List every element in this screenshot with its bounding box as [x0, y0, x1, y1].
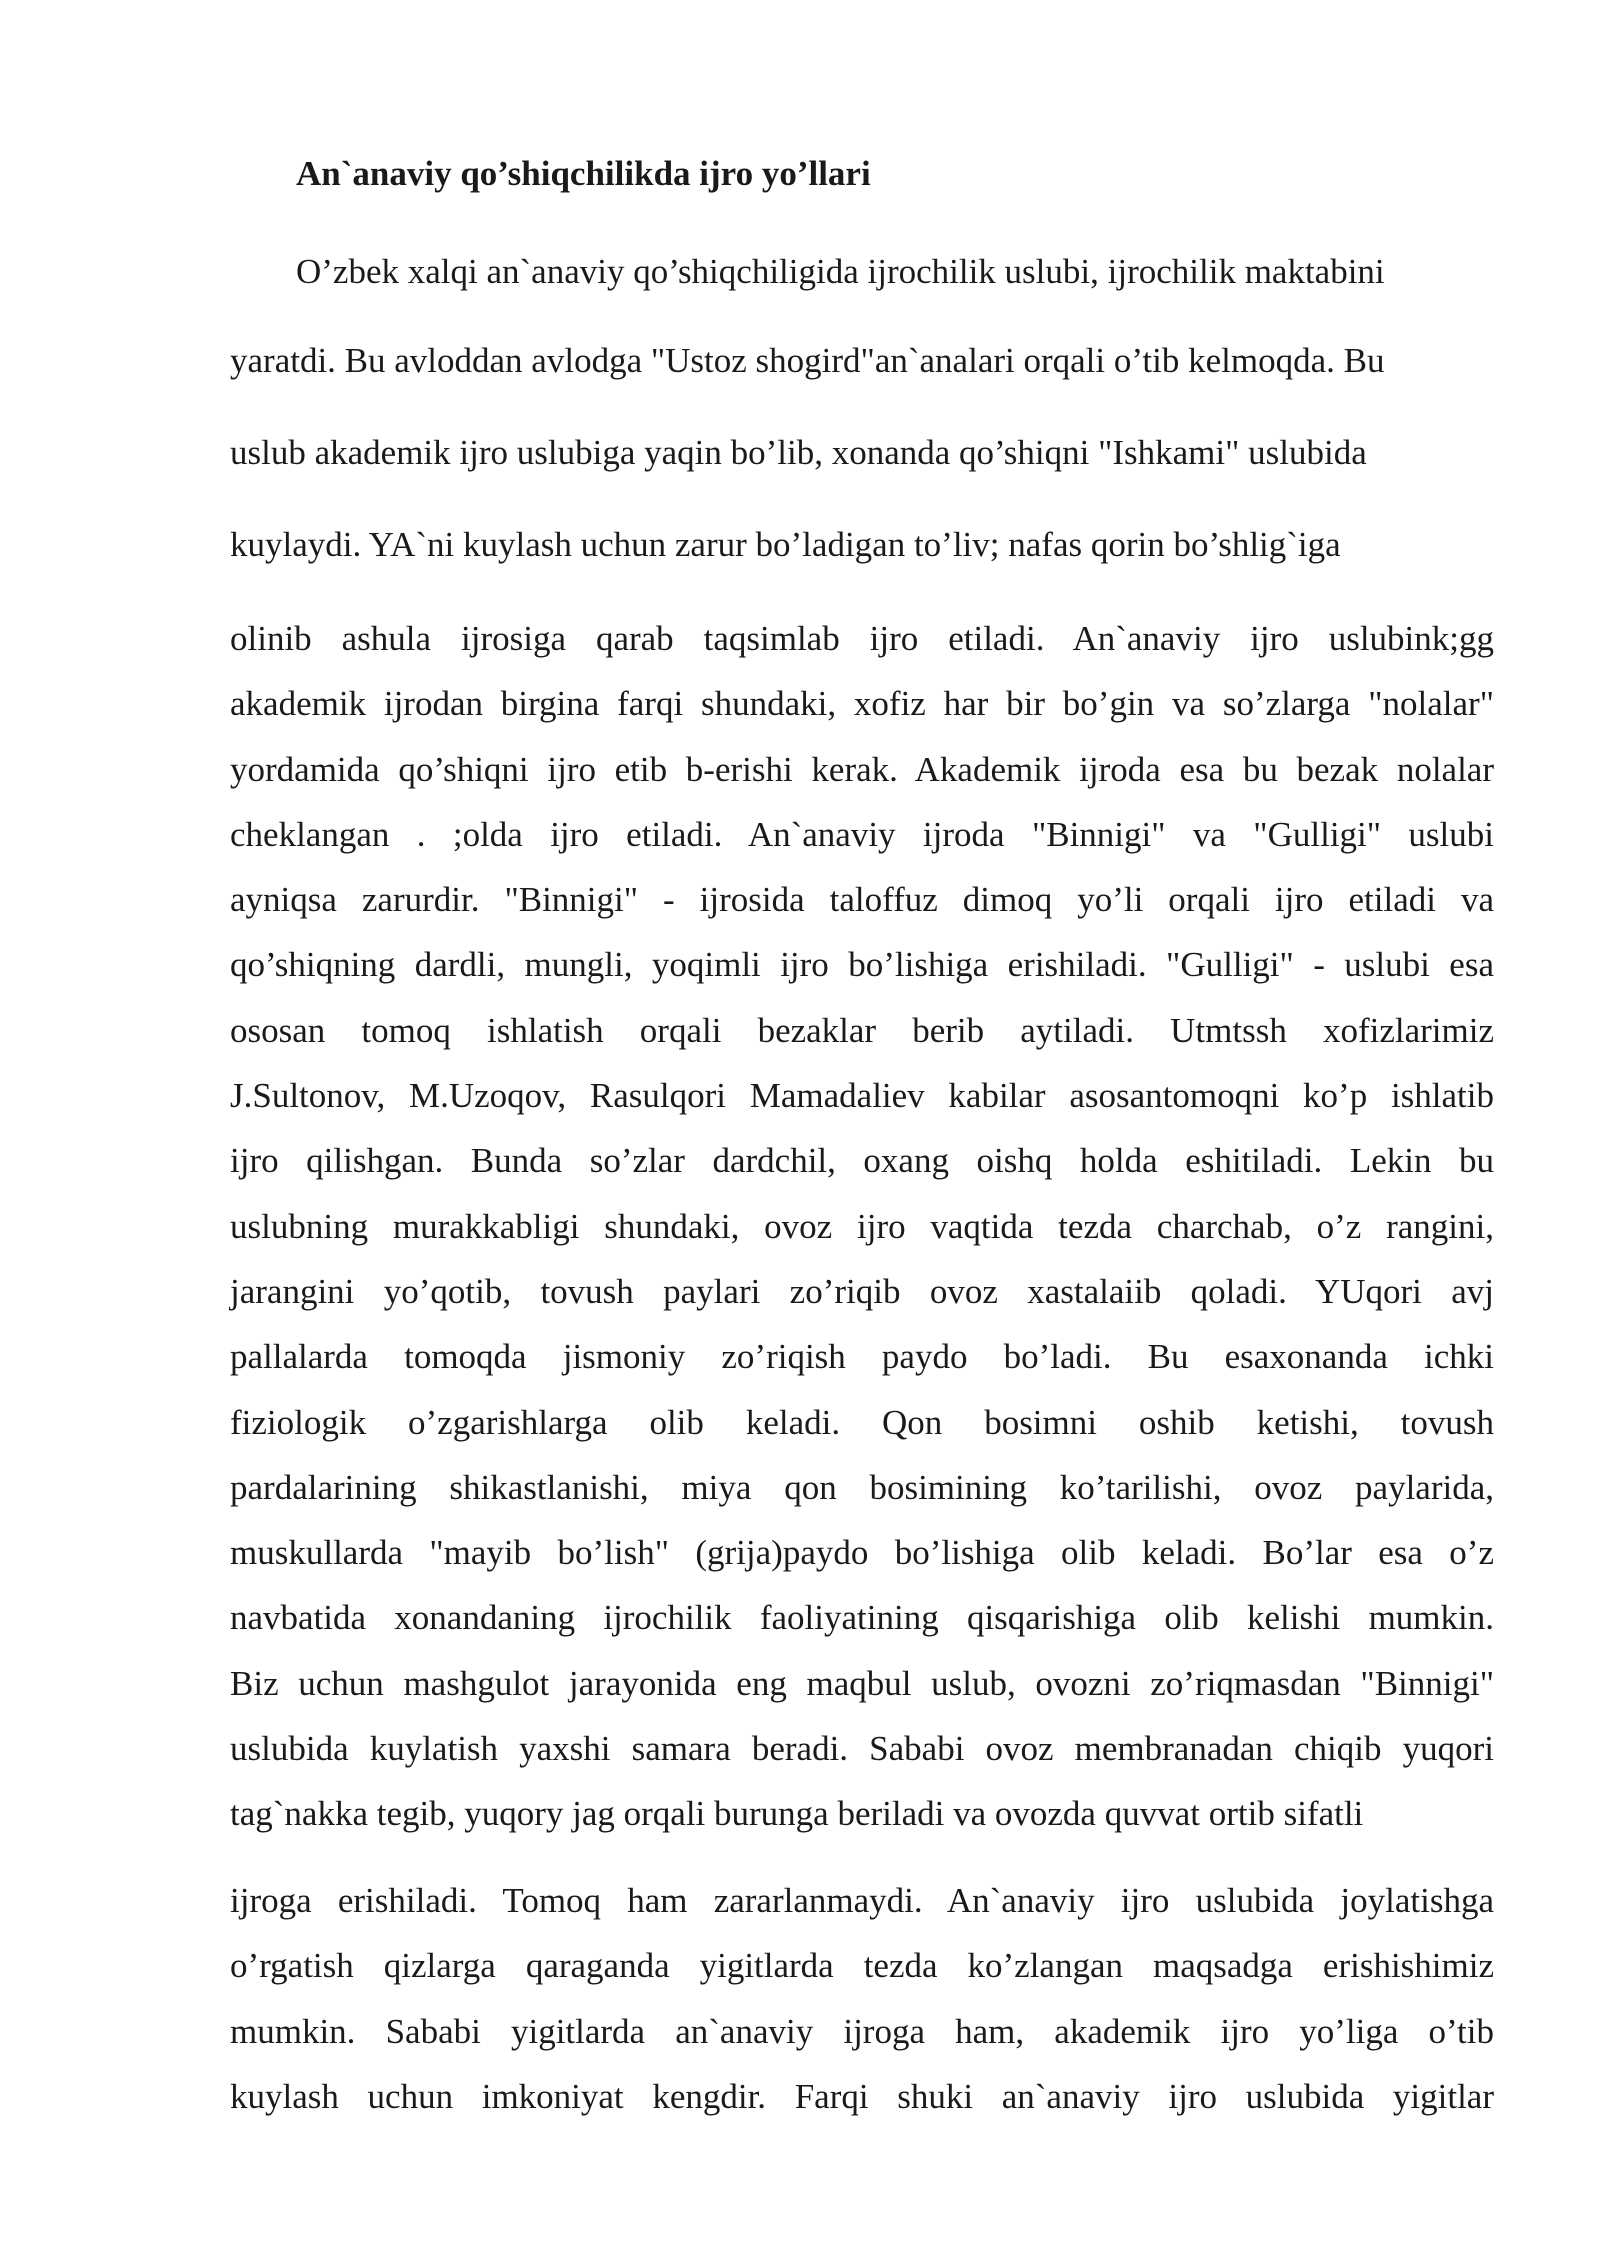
text-line: qo’shiqning dardli, mungli, yoqimli ijro bo’lishiga erishiladi. "Gulligi" - uslubi esa: [230, 945, 1494, 985]
intro-line-3: uslub akademik ijro uslubiga yaqin bo’lib, xonanda qo’shiqni "Ishkami" uslubida: [230, 433, 1367, 472]
text-line: muskullarda "mayib bo’lish" (grija)paydo bo’lishiga olib keladi. Bo’lar esa o’z: [230, 1533, 1494, 1573]
text-line: uslubida kuylatish yaxshi samara beradi. Sababi ovoz membranadan chiqib yuqori: [230, 1729, 1494, 1769]
text-line: olinib ashula ijrosiga qarab taqsimlab ijro etiladi. An`anaviy ijro uslubink;gg: [230, 619, 1494, 658]
document-title: An`anaviy qo’shiqchilikda ijro yo’llari: [296, 154, 871, 193]
text-line: yordamida qo’shiqni ijro etib b-erishi kerak. Akademik ijroda esa bu bezak nolalar: [230, 749, 1494, 789]
text-line: akademik ijrodan birgina farqi shundaki, xofiz har bir bo’gin va so’zlarga "nolalar": [230, 684, 1494, 724]
text-line: fiziologik o’zgarishlarga olib keladi. Qon bosimni oshib ketishi, tovush: [230, 1402, 1494, 1442]
intro-line-1: O’zbek xalqi an`anaviy qo’shiqchiligida ijrochilik uslubi, ijrochilik maktabini: [296, 252, 1385, 291]
text-line: tag`nakka tegib, yuqory jag orqali burunga beriladi va ovozda quvvat ortib sifatli: [230, 1794, 1364, 1834]
text-line: kuylash uchun imkoniyat kengdir. Farqi shuki an`anaviy ijro uslubida yigitlar: [230, 2076, 1494, 2116]
text-line: pardalarining shikastlanishi, miya qon bosimining ko’tarilishi, ovoz paylarida,: [230, 1467, 1494, 1507]
text-line: ososan tomoq ishlatish orqali bezaklar berib aytiladi. Utmtssh xofizlarimiz: [230, 1010, 1494, 1050]
text-line: ijro qilishgan. Bunda so’zlar dardchil, oxang oishq holda eshitiladi. Lekin bu: [230, 1141, 1494, 1181]
text-line: navbatida xonandaning ijrochilik faoliyatining qisqarishiga olib kelishi mumkin.: [230, 1598, 1494, 1638]
text-line: J.Sultonov, M.Uzoqov, Rasulqori Mamadaliev kabilar asosantomoqni ko’p ishlatib: [230, 1076, 1494, 1116]
text-line: ayniqsa zarurdir. "Binnigi" - ijrosida taloffuz dimoq yo’li orqali ijro etiladi va: [230, 880, 1494, 920]
body-paragraph-block-2: [230, 1868, 1494, 2129]
text-line: cheklangan . ;olda ijro etiladi. An`anaviy ijroda "Binnigi" va "Gulligi" uslubi: [230, 814, 1494, 854]
text-line: Biz uchun mashgulot jarayonida eng maqbul uslub, ovozni zo’riqmasdan "Binnigi": [230, 1663, 1494, 1703]
text-line: o’rgatish qizlarga qaraganda yigitlarda tezda ko’zlangan maqsadga erishishimiz: [230, 1946, 1494, 1986]
intro-line-2: yaratdi. Bu avloddan avlodga "Ustoz shogird"an`analari orqali o’tib kelmoqda. Bu: [230, 341, 1385, 380]
intro-line-4: kuylaydi. YA`ni kuylash uchun zarur bo’ladigan to’liv; nafas qorin bo’shlig`iga: [230, 525, 1341, 564]
text-line: pallalarda tomoqda jismoniy zo’riqish paydo bo’ladi. Bu esaxonanda ichki: [230, 1337, 1494, 1377]
text-line: uslubning murakkabligi shundaki, ovoz ijro vaqtida tezda charchab, o’z rangini,: [230, 1206, 1494, 1246]
text-line: ijroga erishiladi. Tomoq ham zararlanmaydi. An`anaviy ijro uslubida joylatishga: [230, 1881, 1494, 1920]
body-paragraph-block-1: [230, 606, 1494, 1847]
text-line: mumkin. Sababi yigitlarda an`anaviy ijroga ham, akademik ijro yo’liga o’tib: [230, 2011, 1494, 2051]
text-line: jarangini yo’qotib, tovush paylari zo’riqib ovoz xastalaiib qoladi. YUqori avj: [230, 1271, 1494, 1311]
